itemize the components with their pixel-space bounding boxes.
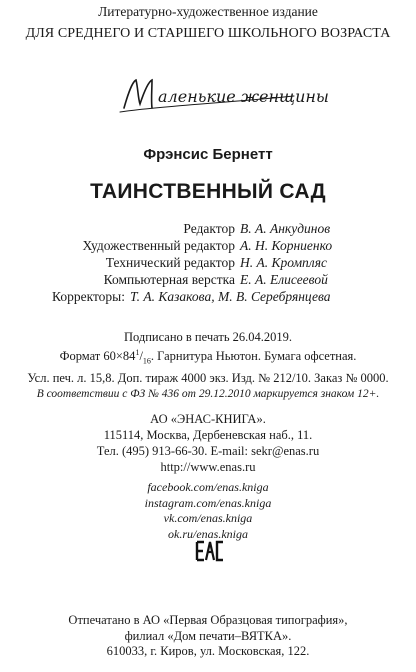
credit-role: Художественный редактор (82, 238, 235, 253)
credit-row (0, 220, 416, 237)
eac-logo-icon (196, 540, 224, 562)
credit-name: В. А. Анкудинов (240, 221, 331, 236)
publisher-address: 115114, Москва, Дербеневская наб., 11. (103, 428, 313, 442)
printer-line: 610033, г. Киров, ул. Московская, 122. (106, 644, 310, 658)
social-link[interactable]: facebook.com/enas.kniga (147, 480, 269, 494)
printer-line: Отпечатано в АО «Первая Образцовая типография», (68, 613, 348, 627)
credit-role: Технический редактор (105, 255, 235, 270)
credit-name: Т. А. Казакова, М. В. Серебрянцева (130, 289, 331, 304)
publisher-website[interactable]: http://www.enas.ru (160, 460, 256, 474)
svg-text:аленькие женщины: аленькие женщины (158, 87, 329, 106)
printer-info (0, 613, 416, 660)
signed-date: Подписано в печать 26.04.2019. (123, 330, 293, 344)
format-line: Формат $60\times 84^1/_{16}$. Гарнитура Ньютон. Бумага офсетная. (59, 348, 357, 366)
edition-type: Литературно-художественное издание (98, 4, 318, 19)
credit-role: Редактор (183, 221, 235, 236)
series-logo (118, 72, 329, 116)
print-info (0, 329, 416, 402)
printer-line: филиал «Дом печати–ВЯТКА». (124, 628, 292, 643)
publisher-info (0, 411, 416, 475)
format-prefix: Формат 60×84 (59, 349, 136, 364)
social-link[interactable]: ok.ru/enas.kniga (168, 526, 248, 541)
audience-label: ДЛЯ СРЕДНЕГО И СТАРШЕГО ШКОЛЬНОГО ВОЗРАСТА (25, 26, 391, 41)
publisher-name: АО «ЭНАС-КНИГА». (150, 412, 266, 426)
format-num: 1 (135, 348, 140, 357)
credit-name: Н. А. Кромпляс (240, 255, 327, 270)
credit-row (0, 254, 416, 271)
social-links (0, 480, 416, 542)
social-link[interactable]: vk.com/enas.kniga (163, 511, 253, 525)
format-den: 16 (142, 356, 151, 366)
credit-row (0, 237, 416, 254)
credits-list (0, 220, 416, 305)
credit-row (0, 271, 416, 288)
series-logo-script (118, 72, 329, 116)
credit-row (0, 288, 416, 305)
credit-role: Корректоры: (52, 289, 125, 304)
author: Фрэнсис Бернетт (143, 146, 273, 163)
format-suffix: . Гарнитура Ньютон. Бумага офсетная. (150, 349, 357, 364)
social-link[interactable]: instagram.com/enas.kniga (144, 495, 272, 510)
credit-name: Е. А. Елисеевой (240, 272, 328, 287)
credit-role: Компьютерная верстка (103, 272, 235, 287)
credit-name: А. Н. Корниенко (240, 238, 333, 253)
sheets-line: Усл. печ. л. 15,8. Доп. тираж 4000 экз. Изд. № 212/10. Заказ № 0000. (27, 370, 389, 385)
book-title: ТАИНСТВЕННЫЙ САД (90, 180, 326, 203)
eac-mark (196, 540, 224, 562)
publisher-contacts: Тел. (495) 913-66-30. E-mail: sekr@enas.ru (96, 444, 320, 458)
law-notice: В соответствии с ФЗ № 436 от 29.12.2010 маркируется знаком 12+. (36, 387, 380, 400)
